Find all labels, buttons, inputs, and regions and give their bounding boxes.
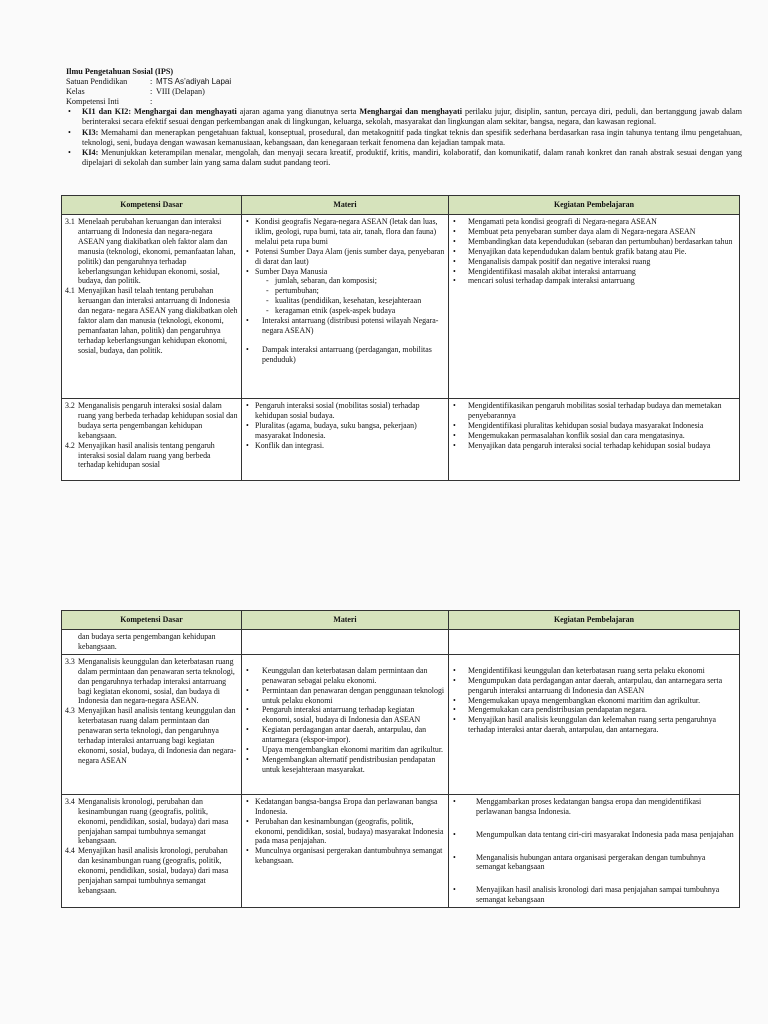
kegiatan-list xyxy=(452,885,736,905)
list-item: • Pengaruh interaksi antarruang terhadap kegiatan ekonomi, sosial, budaya di Indonesia dan ASEAN xyxy=(245,705,445,725)
list-item: • Upaya mengembangkan ekonomi maritim dan agrikultur. xyxy=(245,745,445,755)
column-header-materi: Materi xyxy=(242,196,449,215)
subject-title: Ilmu Pengetahuan Sosial (IPS) xyxy=(66,67,174,76)
materi-cell xyxy=(242,215,449,399)
list-item: • Menyajikan hasil analisis keunggulan dan kelemahan ruang serta pengaruhnya terhadap interaksi antar daerah, antarpulau, dan antarnegara. xyxy=(452,715,736,735)
materi-list xyxy=(245,797,445,866)
learning-plan-table-1 xyxy=(61,195,740,481)
list-item xyxy=(245,267,445,317)
kd-item xyxy=(65,217,238,286)
kegiatan-cell xyxy=(449,630,740,655)
list-item: • Mengemukakan permasalahan konflik sosial dan cara mengatasinya. xyxy=(452,431,736,441)
list-item: • Menyajikan hasil analisis kronologi dari masa penjajahan sampai tumbuhnya semangat kebangsaan xyxy=(452,885,736,905)
kd-number: 3.2 xyxy=(65,401,75,410)
kegiatan-cell xyxy=(449,215,740,399)
kd-text: Menganalisis keunggulan dan keterbatasan ruang dalam permintaan dan penawaran serta teknologi, dan pengaruhnya terhadap interaksi antarruang bagi kegiatan ekonomi, sosial, dan budaya di Indonesia dan negara-negara ASEAN. xyxy=(78,656,235,706)
list-item: • Interaksi antarruang (distribusi potensi wilayah Negara-negara ASEAN) xyxy=(245,316,445,336)
list-item: • Mengidentifikasikan pengaruh mobilitas sosial terhadap budaya dan memetakan penyebarannya xyxy=(452,401,736,421)
list-item: • Keunggulan dan keterbatasan dalam permintaan dan penawaran sebagai pelaku ekonomi. xyxy=(245,666,445,686)
meta-separator: : xyxy=(150,77,153,87)
materi-list xyxy=(245,345,445,365)
materi-sublist xyxy=(255,276,445,316)
meta-separator: : xyxy=(150,97,153,107)
ki-item xyxy=(66,128,742,148)
kd-text: Menyajikan hasil analisis tentang pengaruh interaksi sosial dalam ruang yang berbeda terhadap kehidupan sosial xyxy=(78,440,215,470)
list-item: • Mengemukakan upaya mengembangkan ekonomi maritim dan agrikultur. xyxy=(452,696,736,706)
kegiatan-cell xyxy=(449,794,740,907)
kd-text: Menyajikan hasil telaah tentang perubahan keruangan dan interaksi antarruang di Indonesia dan negara- negara ASEAN yang diakibatkan oleh faktor alam dan manusia (teknologi, ekonomi, pemanfaatan lahan, politik) dan pengaruhnya terhadap keberlangsungan kehidupan ekonomi, sosial, budaya, dan politik. xyxy=(78,286,238,355)
column-header-kd: Kompetensi Dasar xyxy=(62,611,242,630)
list-item: • Pengaruh interaksi sosial (mobilitas sosial) terhadap kehidupan sosial budaya. xyxy=(245,401,445,421)
ki-text: ajaran agama yang dianutnya serta xyxy=(236,107,360,117)
spacer xyxy=(452,840,736,853)
table-header-row xyxy=(62,196,740,215)
kd-number: 3.4 xyxy=(65,796,75,806)
class-value: VIII (Delapan) xyxy=(156,87,205,97)
kegiatan-cell xyxy=(449,399,740,481)
kd-item xyxy=(65,401,238,441)
list-item: • Dampak interaksi antarruang (perdagangan, mobilitas penduduk) xyxy=(245,345,445,365)
materi-list xyxy=(245,666,445,775)
meta-row-class xyxy=(66,87,742,97)
list-item: • Mengidentifikasi masalah akibat interaksi antarruang xyxy=(452,267,736,277)
kd-item xyxy=(65,286,238,355)
table-row xyxy=(62,215,740,399)
kd-number: 4.1 xyxy=(65,286,75,296)
table-row xyxy=(62,794,740,907)
kd-item xyxy=(65,846,238,896)
ki-lead: KI4: xyxy=(82,147,99,157)
kd-cell xyxy=(62,794,242,907)
ki-lead: KI1 dan KI2: xyxy=(82,107,132,117)
table-header-row xyxy=(62,611,740,630)
kd-item xyxy=(65,797,238,847)
ki-item xyxy=(66,107,742,127)
list-item: • Mengamati peta kondisi geografi di Negara-negara ASEAN xyxy=(452,217,736,227)
document-header xyxy=(66,67,742,168)
kegiatan-list xyxy=(452,217,736,286)
materi-list xyxy=(245,401,445,451)
list-item: • Mengumpukan data perdagangan antar daerah, antarpulau, dan antarnegara serta pengaruh interaksi antarruang di Indonesia dan ASEAN xyxy=(452,676,736,696)
spacer xyxy=(452,657,736,666)
kd-number: 4.3 xyxy=(65,706,75,716)
list-item: - keragaman etnik (aspek-aspek budaya xyxy=(255,306,445,316)
list-item: • Menganalisis hubungan antara organisasi pergerakan dengan tumbuhnya semangat kebangsaan xyxy=(452,853,736,873)
spacer xyxy=(452,872,736,885)
column-header-materi: Materi xyxy=(242,611,449,630)
list-item: • Menggambarkan proses kedatangan bangsa eropa dan mengidentifikasi perlawanan bangsa Indonesia. xyxy=(452,797,736,817)
list-item: - pertumbuhan; xyxy=(255,286,445,296)
table-row xyxy=(62,399,740,481)
kd-text: Menganalisis kronologi, perubahan dan kesinambungan ruang (geografis, politik, ekonomi, pendidikan, sosial, budaya) dari masa penjajahan sampai tumbuhnya semangat kebangsaan. xyxy=(78,796,229,846)
ki-text: Memahami dan menerapkan pengetahuan faktual, konseptual, prosedural, dan metakognitif pada tingkat teknis dan spesifik sederhana berdasarkan rasa ingin tahunya tentang ilmu pengetahuan, teknologi, seni, budaya dengan wawasan kemanusiaan, kebangsaan, dan kenegaraan terkait fenomena dan kejadian tampak mata. xyxy=(82,127,742,147)
school-name: MTS As’adiyah Lapai xyxy=(156,77,232,87)
kd-number: 3.1 xyxy=(65,217,75,226)
learning-plan-table-2 xyxy=(61,610,740,908)
ki-text: Menunjukkan keterampilan menalar, mengolah, dan menyaji secara kreatif, produktif, kritis, mandiri, kolaboratif, dan komunikatif, dalam ranah konkret dan ranah abstrak sesuai dengan yang dipelajari di sekolah dan sumber lain yang sama dalam sudut pandang teori. xyxy=(82,147,742,167)
list-item: • Menyajikan data pengaruh interaksi social terhadap kehidupan sosial budaya xyxy=(452,441,736,451)
list-item: • Membandingkan data kependudukan (sebaran dan pertumbuhan) berdasarkan tahun xyxy=(452,237,736,247)
kegiatan-list xyxy=(452,666,736,735)
list-item: • Konflik dan integrasi. xyxy=(245,441,445,451)
list-item: • Mengidentifikasi keunggulan dan keterbatasan ruang serta pelaku ekonomi xyxy=(452,666,736,676)
materi-list xyxy=(245,217,445,336)
table-row xyxy=(62,654,740,794)
spacer xyxy=(245,336,445,345)
kd-text: Menyajikan hasil analisis tentang keunggulan dan keterbatasan ruang dalam permintaan dan penawaran serta teknologi, dan pengaruhnya terhadap interaksi antarruang bagi kegiatan ekonomi, sosial, budaya, di Indonesia dan negara-negara ASEAN xyxy=(78,706,236,765)
kd-text: Menganalisis pengaruh interaksi sosial dalam ruang yang berbeda terhadap kehidupan sosial dan budaya serta pengembangan kehidupan kebangsaan. xyxy=(78,401,238,440)
kd-cell xyxy=(62,654,242,794)
spacer xyxy=(452,817,736,830)
kd-text: Menyajikan hasil analisis kronologi, perubahan dan kesinambungan ruang (geografis, politik, ekonomi, pendidikan, sosial, budaya) dari masa penjajahan sampai tumbuhnya semangat kebangsaan. xyxy=(78,846,229,895)
list-item: • Menganalisis dampak positif dan negative interaksi ruang xyxy=(452,257,736,267)
kd-number: 4.4 xyxy=(65,846,75,856)
ki-bold: Menghargai dan menghayati xyxy=(359,107,463,117)
list-item: • Munculnya organisasi pergerakan dantumbuhnya semangat kebangsaan. xyxy=(245,846,445,866)
list-item: • Kegiatan perdagangan antar daerah, antarpulau, dan antarnegara (ekspor-impor). xyxy=(245,725,445,745)
column-header-kd: Kompetensi Dasar xyxy=(62,196,242,215)
meta-row-school xyxy=(66,77,742,87)
meta-label: Satuan Pendidikan xyxy=(66,77,128,87)
kegiatan-list xyxy=(452,401,736,451)
materi-cell xyxy=(242,630,449,655)
kd-cell xyxy=(62,399,242,481)
list-item: • Kedatangan bangsa-bangsa Eropa dan perlawanan bangsa Indonesia. xyxy=(245,797,445,817)
list-item: • mencari solusi terhadap dampak interaksi antarruang xyxy=(452,276,736,286)
kd-text: Menelaah perubahan keruangan dan interaksi antarruang di Indonesia dan negara-negara ASEAN yang diakibatkan oleh faktor alam dan manusia (teknologi, ekonomi, pemanfaatan lahan, politik) dan pengaruhnya terhadap keberlangsungan kehidupan ekonomi, sosial, budaya, dan politik. xyxy=(78,217,236,286)
kd-cell xyxy=(62,215,242,399)
materi-cell xyxy=(242,399,449,481)
list-item: • Mengumpulkan data tentang ciri-ciri masyarakat Indonesia pada masa penjajahan xyxy=(452,830,736,840)
list-item: • Permintaan dan penawaran dengan penggunaan teknologi untuk pelaku ekonomi xyxy=(245,686,445,706)
column-header-kegiatan: Kegiatan Pembelajaran xyxy=(449,196,740,215)
meta-label: Kelas xyxy=(66,87,85,97)
kd-text: dan budaya serta pengembangan kehidupan kebangsaan. xyxy=(78,632,216,651)
list-item: • Mengidentifikasi pluralitas kehidupan sosial budaya masyarakat Indonesia xyxy=(452,421,736,431)
list-item: • Kondisi geografis Negara-negara ASEAN (letak dan luas, iklim, geologi, rupa bumi, tata air, tanah, flora dan fauna) melalui peta rupa bumi xyxy=(245,217,445,247)
meta-label: Kompetensi Inti xyxy=(66,97,119,107)
ki-text: perilaku jujur, disiplin, santun, percaya diri, peduli, dan bertanggung jawab dalam berinteraksi secara efektif sesuai dengan perkembangan anak di lingkungan, keluarga, sekolah, masyarakat dan lingkungan alam sekitar, bangsa, negara, dan kawasan regional. xyxy=(82,107,742,127)
materi-cell xyxy=(242,654,449,794)
column-header-kegiatan: Kegiatan Pembelajaran xyxy=(449,611,740,630)
list-item: • Menyajikan data kependudukan dalam bentuk grafik batang atau Pie. xyxy=(452,247,736,257)
list-item: • Perubahan dan kesinambungan (geografis, politik, ekonomi, pendidikan, sosial, budaya) masyarakat Indonesia pada masa penjajahan. xyxy=(245,817,445,847)
kd-number: 3.3 xyxy=(65,656,75,666)
list-item: • Potensi Sumber Daya Alam (jenis sumber daya, penyebaran di darat dan laut) xyxy=(245,247,445,267)
kd-number xyxy=(65,632,78,652)
list-item: • Pluralitas (agama, budaya, suku bangsa, pekerjaan) masyarakat Indonesia. xyxy=(245,421,445,441)
kd-cell xyxy=(62,630,242,655)
spacer xyxy=(245,657,445,666)
kegiatan-list xyxy=(452,830,736,840)
list-item: - kualitas (pendidikan, kesehatan, kesejahteraan xyxy=(255,296,445,306)
ki-item xyxy=(66,148,742,168)
kd-item xyxy=(65,441,238,471)
table-row xyxy=(62,630,740,655)
kegiatan-cell xyxy=(449,654,740,794)
list-item: • Mengemukakan cara pendistribusian pendapatan negara. xyxy=(452,705,736,715)
materi-cell xyxy=(242,794,449,907)
kd-item xyxy=(65,657,238,707)
kegiatan-list xyxy=(452,797,736,817)
kd-item xyxy=(65,632,238,652)
kd-number: 4.2 xyxy=(65,440,75,450)
ki-bold: Menghargai dan menghayati xyxy=(134,107,237,117)
kd-item xyxy=(65,706,238,765)
meta-row-ki xyxy=(66,97,742,107)
list-item: - jumlah, sebaran, dan komposisi; xyxy=(255,276,445,286)
ki-lead: KI3: xyxy=(82,127,99,137)
list-item: • Mengembangkan alternatif pendistribusian pendapatan untuk kesejahteraan masyarakat. xyxy=(245,755,445,775)
materi-text: Sumber Daya Manusia xyxy=(255,266,328,276)
list-item: • Membuat peta penyebaran sumber daya alam di Negara-negara ASEAN xyxy=(452,227,736,237)
kegiatan-list xyxy=(452,853,736,873)
meta-separator: : xyxy=(150,87,153,97)
core-competence-list xyxy=(66,107,742,168)
